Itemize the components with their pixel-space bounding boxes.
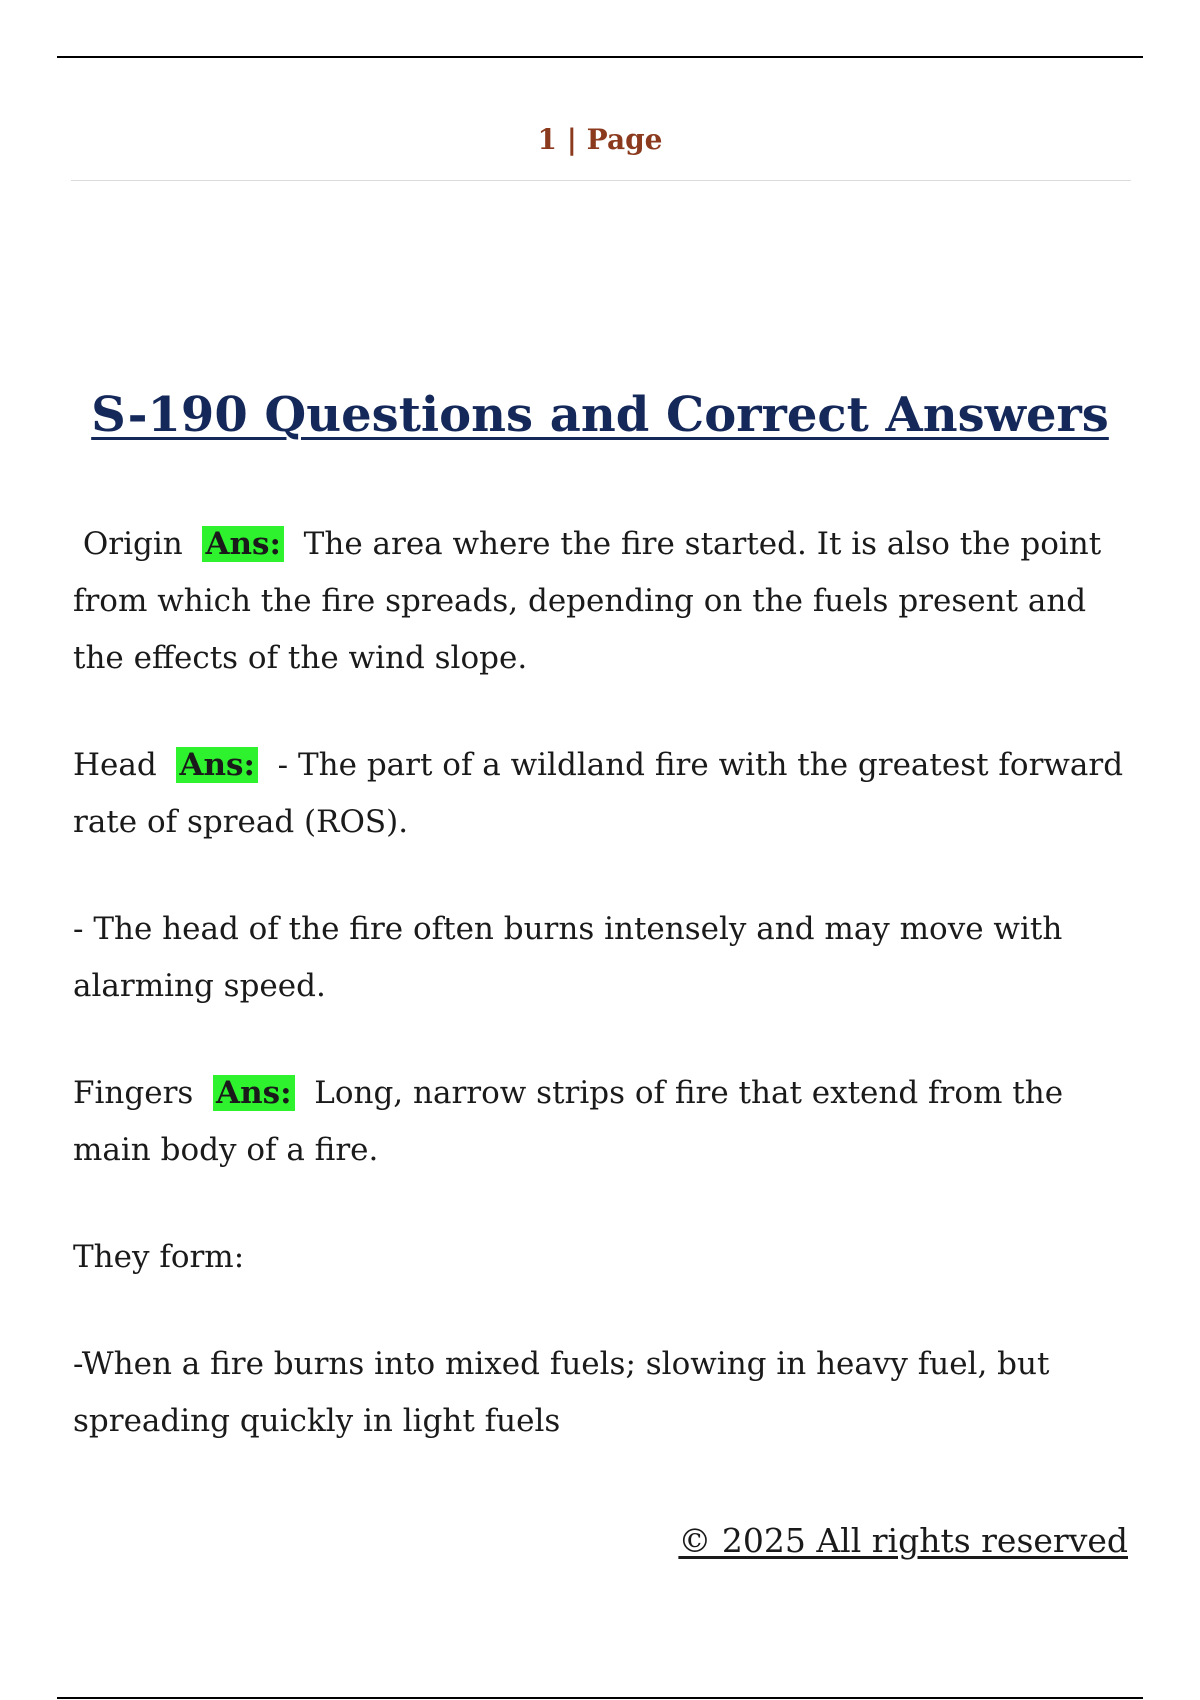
qa-content [73, 516, 1133, 1500]
qa-entry-fingers-intro [73, 1229, 1133, 1286]
qa-entry-fingers-detail [73, 1336, 1133, 1450]
qa-entry-origin [73, 516, 1133, 687]
qa-entry-head [73, 737, 1133, 851]
ans-label: Ans: [213, 1075, 295, 1111]
top-rule [57, 56, 1143, 58]
document-title: S-190 Questions and Correct Answers [91, 387, 1109, 443]
header-divider [71, 180, 1131, 181]
ans-label: Ans: [176, 747, 258, 783]
qa-entry-fingers [73, 1065, 1133, 1179]
bottom-rule [57, 1697, 1143, 1699]
qa-answer: The area where the fire started. It is also the point from which the fire spreads, depending on the fuels present and the effects of the wind slope. [73, 526, 1102, 676]
qa-term: Origin [82, 526, 183, 562]
qa-answer: Long, narrow strips of fire that extend from the main body of a fire. [73, 1075, 1064, 1168]
qa-answer: -When a fire burns into mixed fuels; slowing in heavy fuel, but spreading quickly in light fuels [73, 1346, 1050, 1439]
qa-term: Head [73, 747, 157, 783]
qa-answer: They form: [73, 1239, 245, 1275]
qa-answer: - The part of a wildland fire with the greatest forward rate of spread (ROS). [73, 747, 1124, 840]
qa-entry-head-continued [73, 901, 1133, 1015]
qa-answer: - The head of the fire often burns intensely and may move with alarming speed. [73, 911, 1063, 1004]
qa-term: Fingers [73, 1075, 194, 1111]
page-number-header: 1 | Page [537, 123, 663, 156]
copyright-notice: © 2025 All rights reserved [678, 1521, 1128, 1560]
ans-label: Ans: [202, 526, 284, 562]
